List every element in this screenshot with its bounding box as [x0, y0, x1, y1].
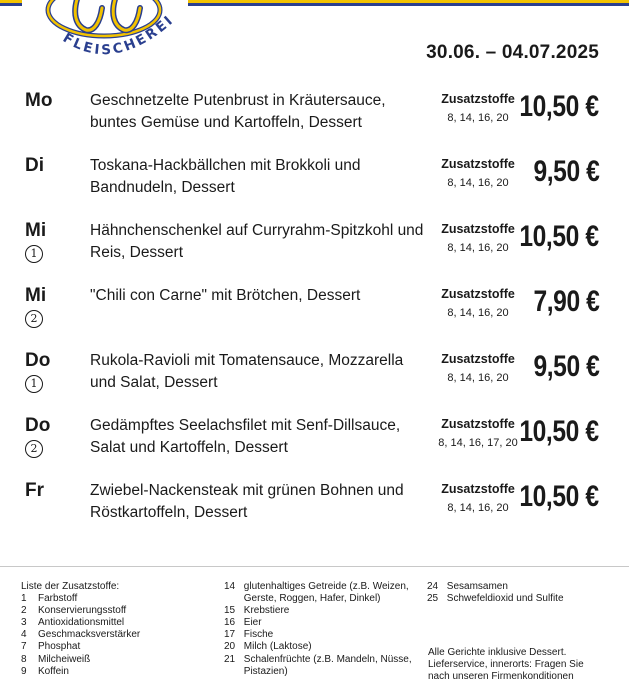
legend-item: 8 Milcheiweiß — [21, 653, 91, 665]
menu-row — [0, 415, 629, 480]
note-line: Alle Gerichte inklusive Dessert. — [428, 647, 567, 658]
day-variant-badge: 2 — [25, 310, 43, 328]
additives-label: Zusatzstoffe — [441, 287, 515, 301]
dish-description: "Chili con Carne" mit Brötchen, Dessert — [90, 287, 361, 304]
additives-label: Zusatzstoffe — [441, 222, 515, 236]
dish-description: Hähnchenschenkel auf Curryrahm-Spitzkohl und Reis, Dessert — [90, 222, 424, 261]
price: 10,50 € — [519, 415, 599, 448]
day-label: Fr — [25, 480, 44, 501]
dish-description: Zwiebel-Nackensteak mit grünen Bohnen und Röstkartoffeln, Dessert — [90, 482, 404, 521]
note-line: Lieferservice, innerorts: Fragen Sie — [428, 659, 584, 670]
price: 10,50 € — [519, 90, 599, 123]
dish-description: Rukola-Ravioli mit Tomatensauce, Mozzarella und Salat, Dessert — [90, 352, 404, 391]
day-variant-badge: 1 — [25, 375, 43, 393]
price: 9,50 € — [533, 155, 599, 188]
additives-numbers: 8, 14, 16, 17, 20 — [438, 437, 518, 449]
date-range: 30.06. – 04.07.2025 — [426, 42, 599, 63]
legend-item: 7 Phosphat — [21, 641, 81, 653]
additives-numbers: 8, 14, 16, 20 — [447, 112, 509, 124]
footer-divider — [0, 566, 629, 567]
additives-label: Zusatzstoffe — [441, 92, 515, 106]
day-label: Do — [25, 415, 51, 436]
logo-text: FLEISCHEREI — [59, 11, 178, 59]
additives-numbers: 8, 14, 16, 20 — [447, 242, 509, 254]
day-label: Mi — [25, 285, 47, 306]
menu-row — [0, 350, 629, 415]
additives-label: Zusatzstoffe — [441, 157, 515, 171]
legend-item: Gerste, Roggen, Hafer, Dinkel) — [243, 593, 381, 605]
legend-item: 3 Antioxidationsmittel — [21, 617, 125, 629]
legend-item: 17 Fische — [224, 629, 274, 641]
day-label: Mi — [25, 220, 47, 241]
menu-row — [0, 285, 629, 350]
note-line: nach unseren Firmenkonditionen — [428, 671, 574, 682]
additives-numbers: 8, 14, 16, 20 — [447, 372, 509, 384]
footer-notes — [428, 647, 618, 683]
day-label: Do — [25, 350, 51, 371]
legend-item: 1 Farbstoff — [21, 593, 78, 605]
additives-label: Zusatzstoffe — [441, 482, 515, 496]
additives-numbers: 8, 14, 16, 20 — [447, 177, 509, 189]
day-variant-badge: 1 — [25, 245, 43, 263]
logo — [22, 0, 188, 72]
legend-item: 21 Schalenfrüchte (z.B. Mandeln, Nüsse, — [224, 653, 412, 665]
legend-item: Pistazien) — [243, 665, 288, 677]
additives-label: Zusatzstoffe — [441, 417, 515, 431]
menu-row — [0, 480, 629, 545]
price: 7,90 € — [533, 285, 599, 318]
day-variant-badge: 2 — [25, 440, 43, 458]
additives-legend-col2 — [224, 581, 412, 678]
legend-item: 20 Milch (Laktose) — [224, 641, 312, 653]
menu-row — [0, 220, 629, 285]
legend-item: 14 glutenhaltiges Getreide (z.B. Weizen, — [224, 581, 409, 592]
legend-item: 25 Schwefeldioxid und Sulfite — [427, 593, 564, 605]
additives-legend-col3 — [427, 581, 564, 605]
dish-description: Gedämpftes Seelachsfilet mit Senf-Dillsauce, Salat und Kartoffeln, Dessert — [90, 417, 401, 456]
menu-row — [0, 155, 629, 220]
legend-title: Liste der Zusatzstoffe: — [21, 581, 120, 592]
additives-numbers: 8, 14, 16, 20 — [447, 502, 509, 514]
dish-description: Geschnetzelte Putenbrust in Kräutersauce, buntes Gemüse und Kartoffeln, Dessert — [90, 92, 386, 131]
additives-legend-col1 — [21, 581, 140, 678]
legend-item: 4 Geschmacksverstärker — [21, 629, 141, 641]
additives-label: Zusatzstoffe — [441, 352, 515, 366]
logo-emblem — [22, 0, 188, 72]
day-label: Mo — [25, 90, 53, 111]
price: 10,50 € — [519, 220, 599, 253]
legend-item: 24 Sesamsamen — [427, 581, 508, 592]
menu-row — [0, 90, 629, 155]
dish-description: Toskana-Hackbällchen mit Brokkoli und Bandnudeln, Dessert — [90, 157, 361, 196]
price: 9,50 € — [533, 350, 599, 383]
price: 10,50 € — [519, 480, 599, 513]
legend-item: 9 Koffein — [21, 665, 69, 677]
legend-item: 2 Konservierungsstoff — [21, 605, 127, 617]
day-label: Di — [25, 155, 44, 176]
legend-item: 16 Eier — [224, 617, 262, 629]
legend-item: 15 Krebstiere — [224, 605, 290, 617]
additives-numbers: 8, 14, 16, 20 — [447, 307, 509, 319]
